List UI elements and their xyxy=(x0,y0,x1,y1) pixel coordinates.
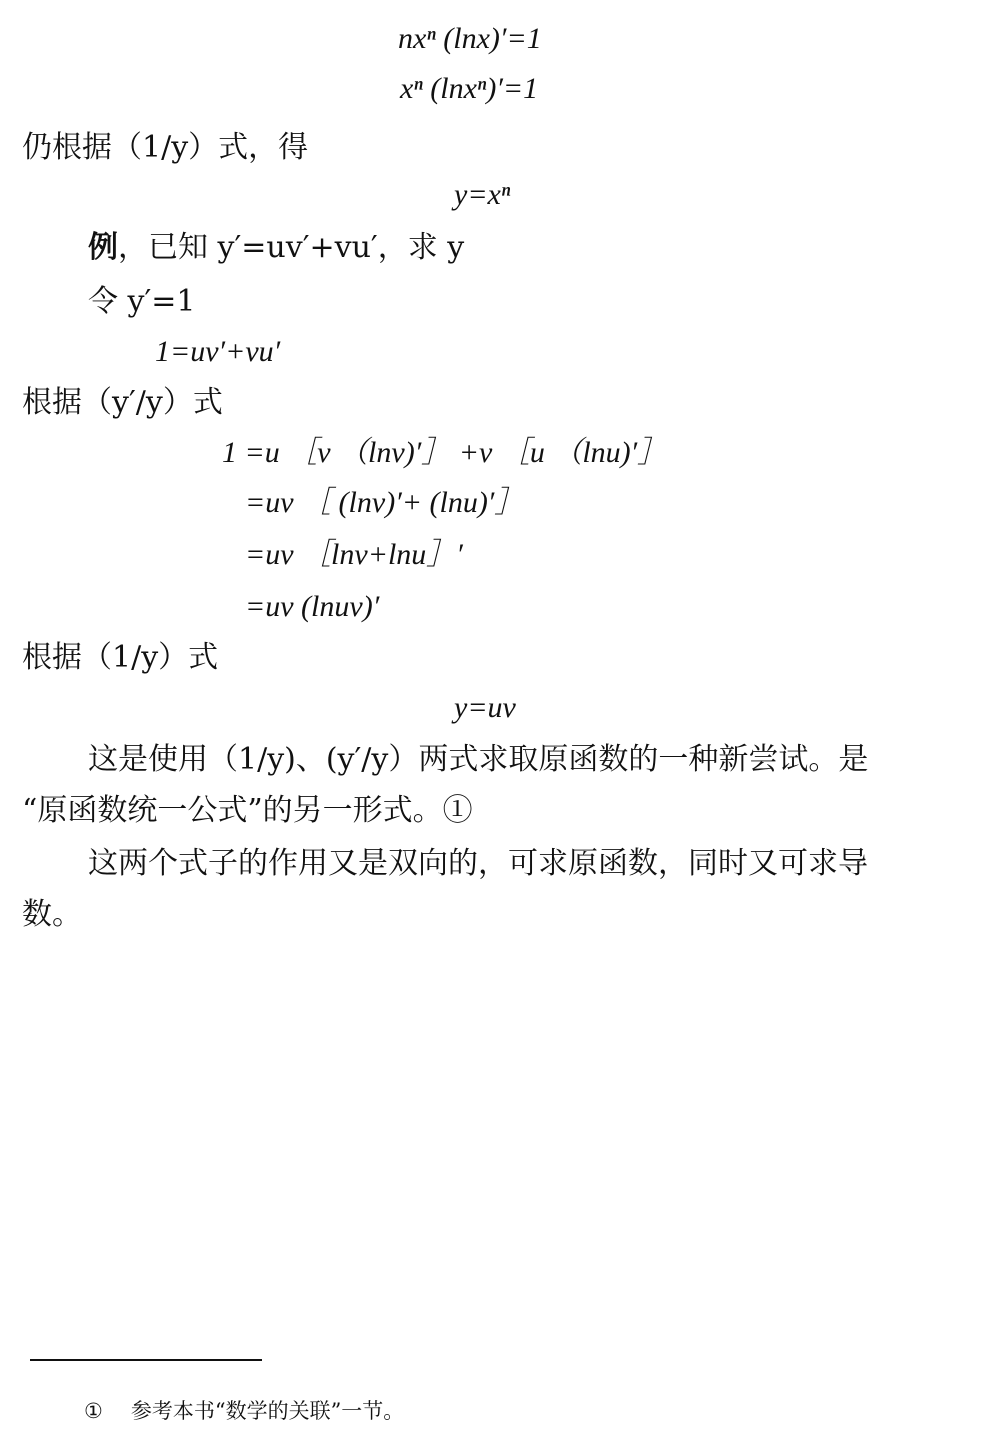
equation-1: 1=uv′+vu′ xyxy=(155,335,281,368)
paragraph-1-line-1: 这是使用（1/y)、(y′/y）两式求取原函数的一种新尝试。是 xyxy=(88,742,869,777)
footnote-text: 参考本书“数学的关联”一节。 xyxy=(130,1399,405,1423)
text-reng-genju: 仍根据（1/y）式，得 xyxy=(22,130,309,165)
example-line xyxy=(88,228,464,268)
footnote-mark: ① xyxy=(84,1399,103,1423)
paragraph-1-line-2: “原函数统一公式”的另一形式。① xyxy=(22,793,473,828)
equation-step-4: =uv (lnuv)′ xyxy=(245,590,380,623)
equation-xn: xⁿ (lnxⁿ)′=1 xyxy=(400,72,539,105)
example-label: 例 xyxy=(88,230,118,265)
example-text: ，已知 y′=uv′+vu′，求 y xyxy=(118,230,465,265)
equation-step-3: =uv ［lnv+lnu］′ xyxy=(245,538,463,571)
equation-step-2: =uv ［ (lnv)′+ (lnu)′］ xyxy=(245,486,525,519)
equation-y-uv: y=uv xyxy=(454,691,516,724)
footnote-divider xyxy=(30,1359,262,1361)
text-genju-yprime: 根据（y′/y）式 xyxy=(22,385,223,420)
text-genju-1y: 根据（1/y）式 xyxy=(22,640,219,675)
text-ling: 令 y′=1 xyxy=(88,284,196,319)
paragraph-2-line-1: 这两个式子的作用又是双向的，可求原函数，同时又可求导 xyxy=(88,846,868,881)
equation-nxn: nxⁿ (lnx)′=1 xyxy=(398,22,542,55)
footnote xyxy=(84,1396,404,1426)
paragraph-2-line-2: 数。 xyxy=(22,897,82,932)
equation-step-1: 1 =u ［v （lnv)′］ +v ［u （lnu)′］ xyxy=(222,436,668,469)
equation-y-xn: y=xⁿ xyxy=(454,178,511,211)
